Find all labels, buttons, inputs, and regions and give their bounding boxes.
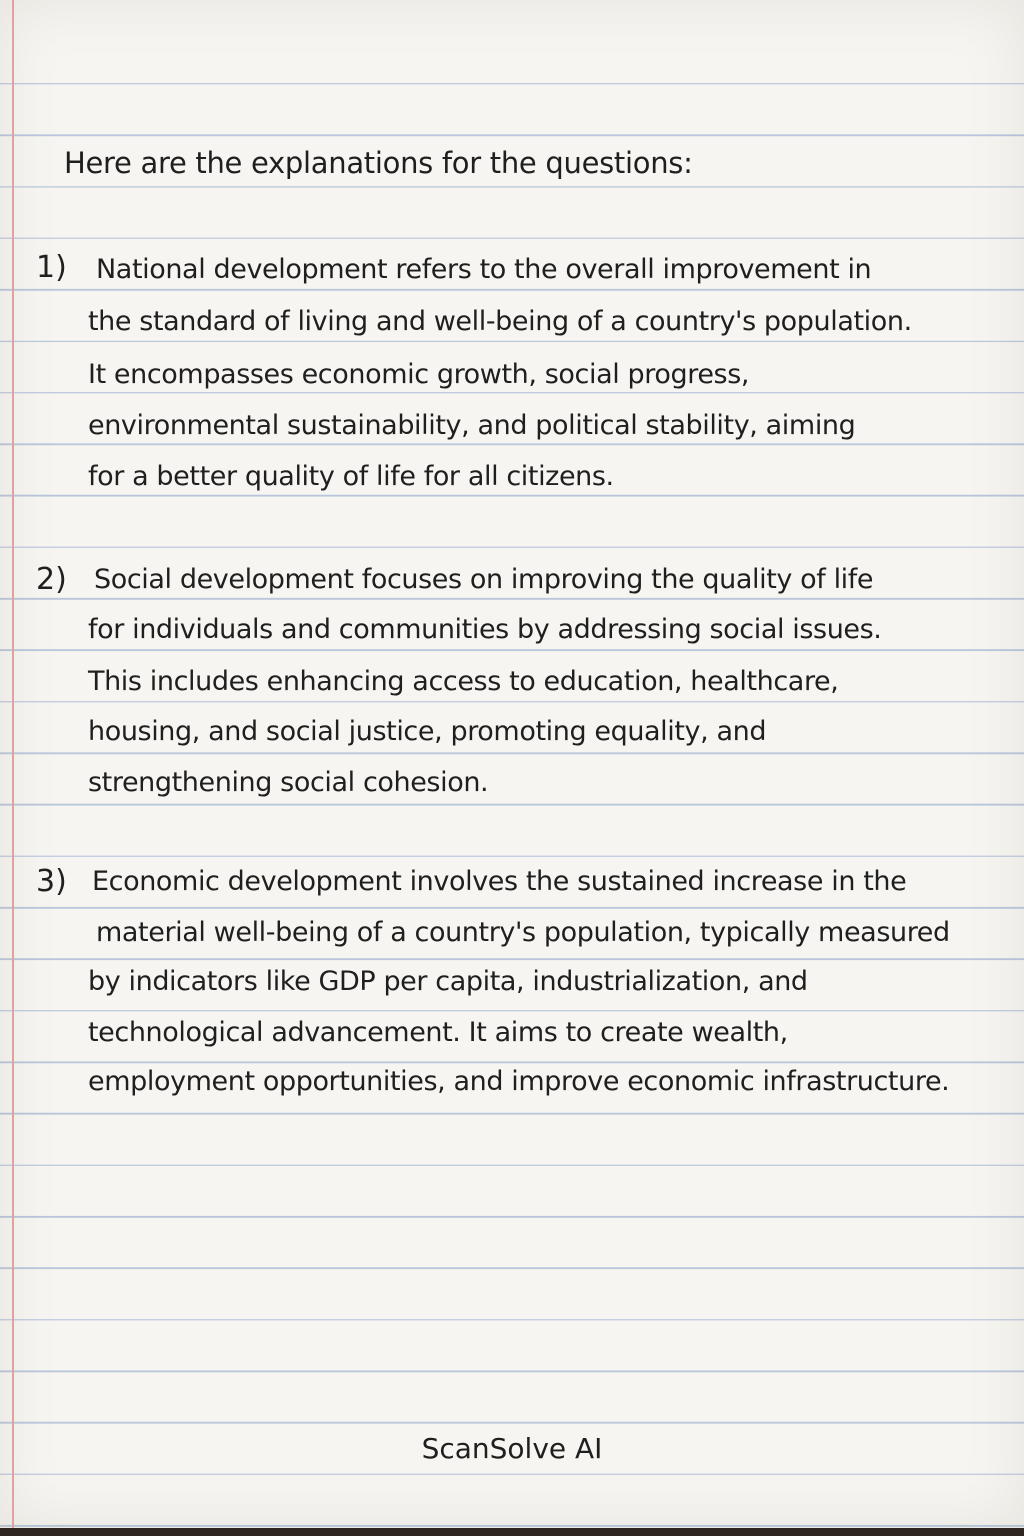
item-line: environmental sustainability, and political stability, aiming	[88, 410, 856, 441]
item-line: for individuals and communities by addressing social issues.	[88, 614, 882, 645]
margin-line	[12, 0, 14, 1528]
page-heading: Here are the explanations for the questions:	[64, 146, 693, 180]
item-line: the standard of living and well-being of a country's population.	[88, 306, 912, 337]
item-line: strengthening social cohesion.	[88, 767, 489, 798]
item-line: Social development focuses on improving the quality of life	[94, 564, 874, 595]
item-number: 2)	[36, 562, 67, 597]
item-line: This includes enhancing access to education, healthcare,	[88, 666, 839, 697]
item-line: housing, and social justice, promoting equality, and	[88, 716, 767, 747]
item-line: material well-being of a country's population, typically measured	[96, 917, 950, 948]
item-line: It encompasses economic growth, social progress,	[88, 359, 750, 390]
item-number: 3)	[36, 864, 67, 899]
item-line: for a better quality of life for all citizens.	[88, 461, 614, 492]
item-line: technological advancement. It aims to create wealth,	[88, 1017, 788, 1048]
table-edge	[0, 1528, 1024, 1536]
item-line: Economic development involves the sustained increase in the	[92, 866, 907, 897]
item-number: 1)	[36, 250, 67, 285]
item-line: National development refers to the overall improvement in	[96, 254, 872, 285]
footer-brand: ScanSolve AI	[421, 1432, 603, 1465]
item-line: by indicators like GDP per capita, industrialization, and	[88, 966, 808, 997]
item-line: employment opportunities, and improve economic infrastructure.	[88, 1066, 950, 1097]
